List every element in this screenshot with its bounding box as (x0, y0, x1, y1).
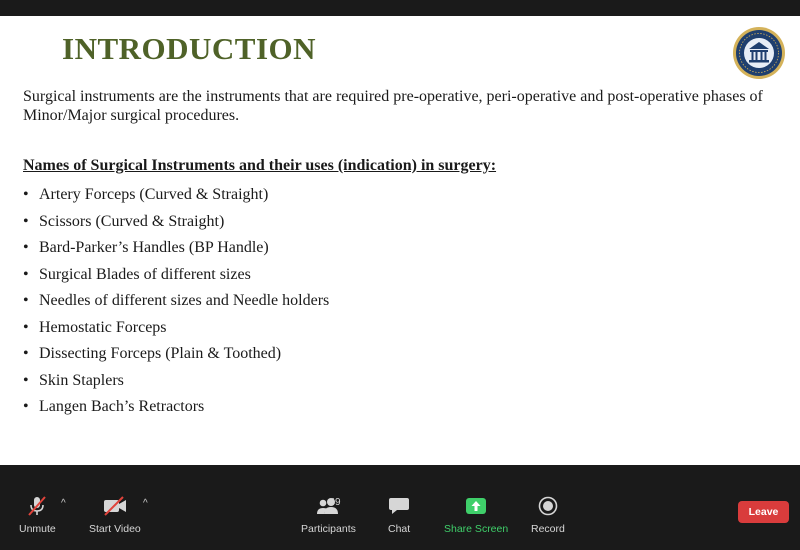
start-video-button[interactable] (89, 495, 141, 535)
bullet: • (23, 371, 29, 389)
bullet: • (23, 318, 29, 336)
list-item-text: Surgical Blades of different sizes (39, 265, 251, 283)
list-item (23, 182, 329, 209)
bullet: • (23, 239, 29, 256)
list-item (23, 262, 329, 289)
chat-label: Chat (388, 523, 411, 535)
participants-count: 49 (329, 497, 341, 508)
share-screen-button[interactable] (444, 495, 508, 535)
share-screen-label: Share Screen (444, 523, 509, 535)
list-item-text: Skin Staplers (39, 371, 124, 389)
list-item (23, 209, 329, 236)
list-item-text: Hemostatic Forceps (39, 318, 167, 336)
audio-options-caret[interactable]: ^ (61, 498, 66, 509)
list-item-text: Dissecting Forceps (Plain & Toothed) (39, 345, 282, 362)
intro-paragraph: Surgical instruments are the instruments that are required pre-operative, peri-operative and post-operative phases of Minor/Major surgical procedures. (23, 88, 763, 124)
shared-slide (0, 16, 800, 465)
bullet: • (23, 186, 29, 203)
list-item-text: Artery Forceps (Curved & Straight) (39, 186, 269, 203)
leave-button[interactable]: Leave (738, 501, 789, 523)
list-item (23, 341, 329, 368)
list-item-text: Scissors (Curved & Straight) (39, 212, 225, 230)
list-item-text: Langen Bach’s Retractors (39, 398, 205, 415)
video-options-caret[interactable]: ^ (143, 498, 148, 509)
list-item-text: Needles of different sizes and Needle holders (39, 292, 330, 309)
list-item (23, 235, 329, 262)
window-top-bar (0, 0, 800, 16)
bullet: • (23, 265, 29, 283)
bullet: • (23, 345, 29, 362)
bullet: • (23, 292, 29, 309)
record-button[interactable] (531, 495, 565, 535)
participants-label: Participants (301, 523, 356, 535)
microphone-muted-icon (26, 495, 48, 517)
university-seal-logo (732, 26, 786, 80)
chat-icon (388, 495, 410, 517)
unmute-label: Unmute (19, 523, 56, 535)
list-item (23, 315, 329, 342)
bullet: • (23, 398, 29, 415)
participants-button[interactable] (301, 495, 356, 535)
unmute-button[interactable] (19, 495, 56, 535)
list-item (23, 288, 329, 315)
bullet: • (23, 212, 29, 230)
participants-icon (301, 495, 355, 517)
meeting-toolbar (0, 465, 800, 550)
share-screen-icon (465, 495, 487, 517)
instrument-list (23, 182, 329, 421)
chat-button[interactable] (388, 495, 410, 535)
list-item (23, 368, 329, 395)
start-video-label: Start Video (89, 523, 141, 535)
video-off-icon (102, 495, 128, 517)
list-item (23, 394, 329, 421)
record-icon (538, 495, 558, 517)
list-heading: Names of Surgical Instruments and their uses (indication) in surgery: (23, 157, 497, 174)
record-label: Record (531, 523, 565, 535)
slide-title: INTRODUCTION (62, 31, 317, 66)
list-item-text: Bard-Parker’s Handles (BP Handle) (39, 239, 269, 256)
